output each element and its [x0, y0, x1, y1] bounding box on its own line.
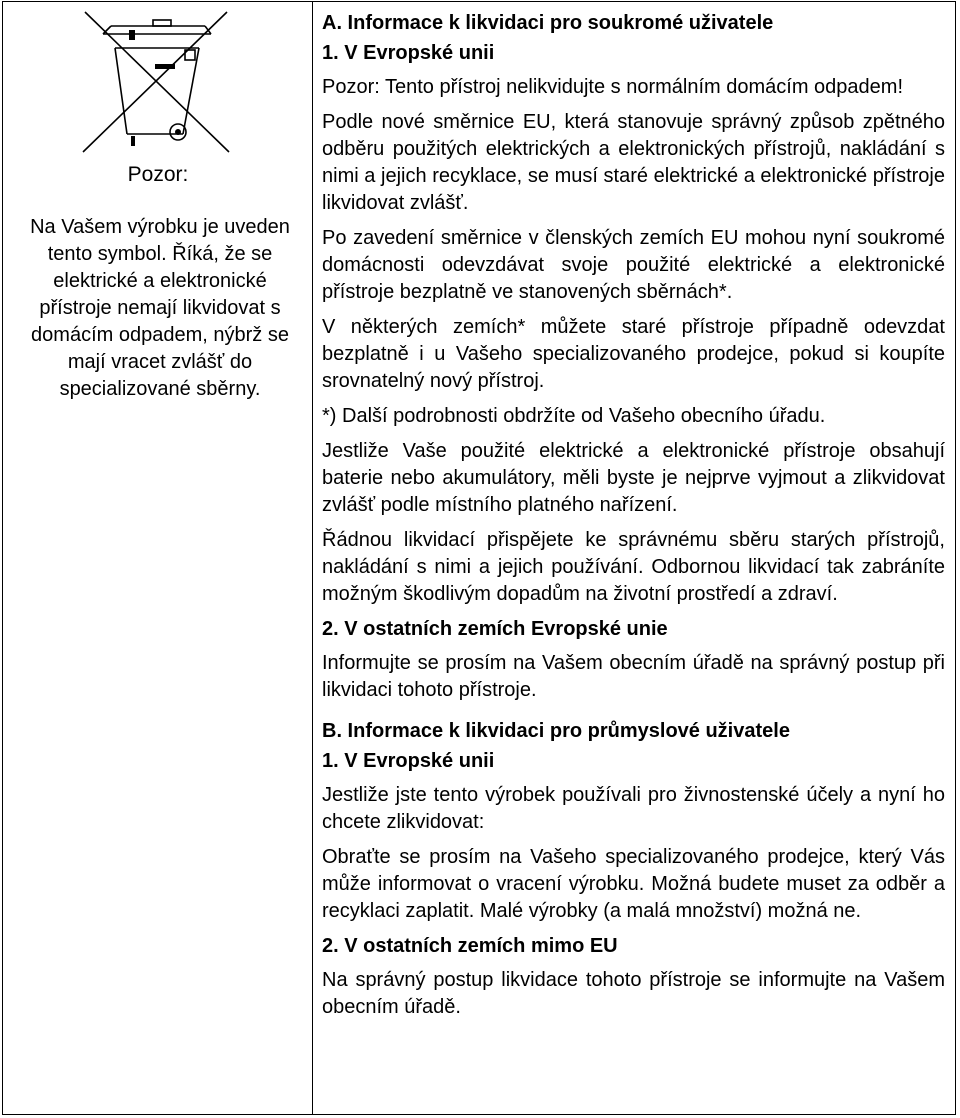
paragraph: Obraťte se prosím na Vašeho specializovaného prodejce, který Vás může informovat o vracení výrobku. Možná budete muset za odběr a recyklaci zaplatit. Malé výrobky (a malá množství) možná ne.: [322, 846, 945, 922]
section-b-outside-heading: 2. V ostatních zemích mimo EU: [322, 935, 618, 957]
section-a-eu-heading: 1. V Evropské unii: [322, 42, 495, 64]
section-a-other-heading: 2. V ostatních zemích Evropské unie: [322, 618, 668, 640]
warning-heading: Pozor:: [127, 163, 189, 186]
paragraph: Po zavedení směrnice v členských zemích EU mohou nyní soukromé domácnosti odevzdávat svoje použité elektrické a elektronické přístroje bezplatně ve stanovených sběrnách*.: [322, 227, 945, 303]
crossed-out-wheelie-bin-icon: [73, 8, 233, 158]
paragraph: V některých zemích* můžete staré přístroje případně odevzdat bezplatně i u Vašeho specializovaného prodejce, pokud si koupíte srovnatelný nový přístroj.: [322, 316, 945, 392]
warning-text: Na Vašem výrobku je uveden tento symbol. Říká, že se elektrické a elektronické přístroje nemají likvidovat s domácím odpadem, nýbrž se mají vracet zvlášť do specializované sběrny.: [30, 216, 290, 400]
section-b-title: B. Informace k likvidaci pro průmyslové uživatele: [322, 720, 790, 742]
paragraph: Informujte se prosím na Vašem obecním úřadě na správný postup při likvidaci tohoto přístroje.: [322, 652, 945, 701]
footnote: *) Další podrobnosti obdržíte od Vašeho obecního úřadu.: [322, 405, 826, 427]
paragraph: Jestliže jste tento výrobek používali pro živnostenské účely a nyní ho chcete zlikvidovat:: [322, 784, 945, 833]
paragraph: Podle nové směrnice EU, která stanovuje správný způsob zpětného odběru použitých elektrických a elektronických přístrojů, nakládání s nimi a jejich recyklace, se musí staré elektrické a elektronické přístroje likvidovat zvlášť.: [322, 111, 945, 214]
paragraph: Jestliže Vaše použité elektrické a elektronické přístroje obsahují baterie nebo akumulátory, měli byste je nejprve vyjmout a zlikvidovat zvlášť podle místního platného nařízení.: [322, 440, 945, 516]
notice-frame: [2, 1, 956, 1115]
disposal-info-column: [313, 2, 955, 1114]
warning-column: [3, 2, 313, 1114]
paragraph: Pozor: Tento přístroj nelikvidujte s normálním domácím odpadem!: [322, 76, 904, 98]
section-a-title: A. Informace k likvidaci pro soukromé uživatele: [322, 12, 774, 34]
paragraph: Řádnou likvidací přispějete ke správnému sběru starých přístrojů, nakládání s nimi a jejich používání. Odbornou likvidací tak zabráníte možným škodlivým dopadům na životní prostředí a zdraví.: [322, 529, 945, 605]
section-b-eu-heading: 1. V Evropské unii: [322, 750, 495, 772]
paragraph: Na správný postup likvidace tohoto přístroje se informujte na Vašem obecním úřadě.: [322, 969, 945, 1018]
